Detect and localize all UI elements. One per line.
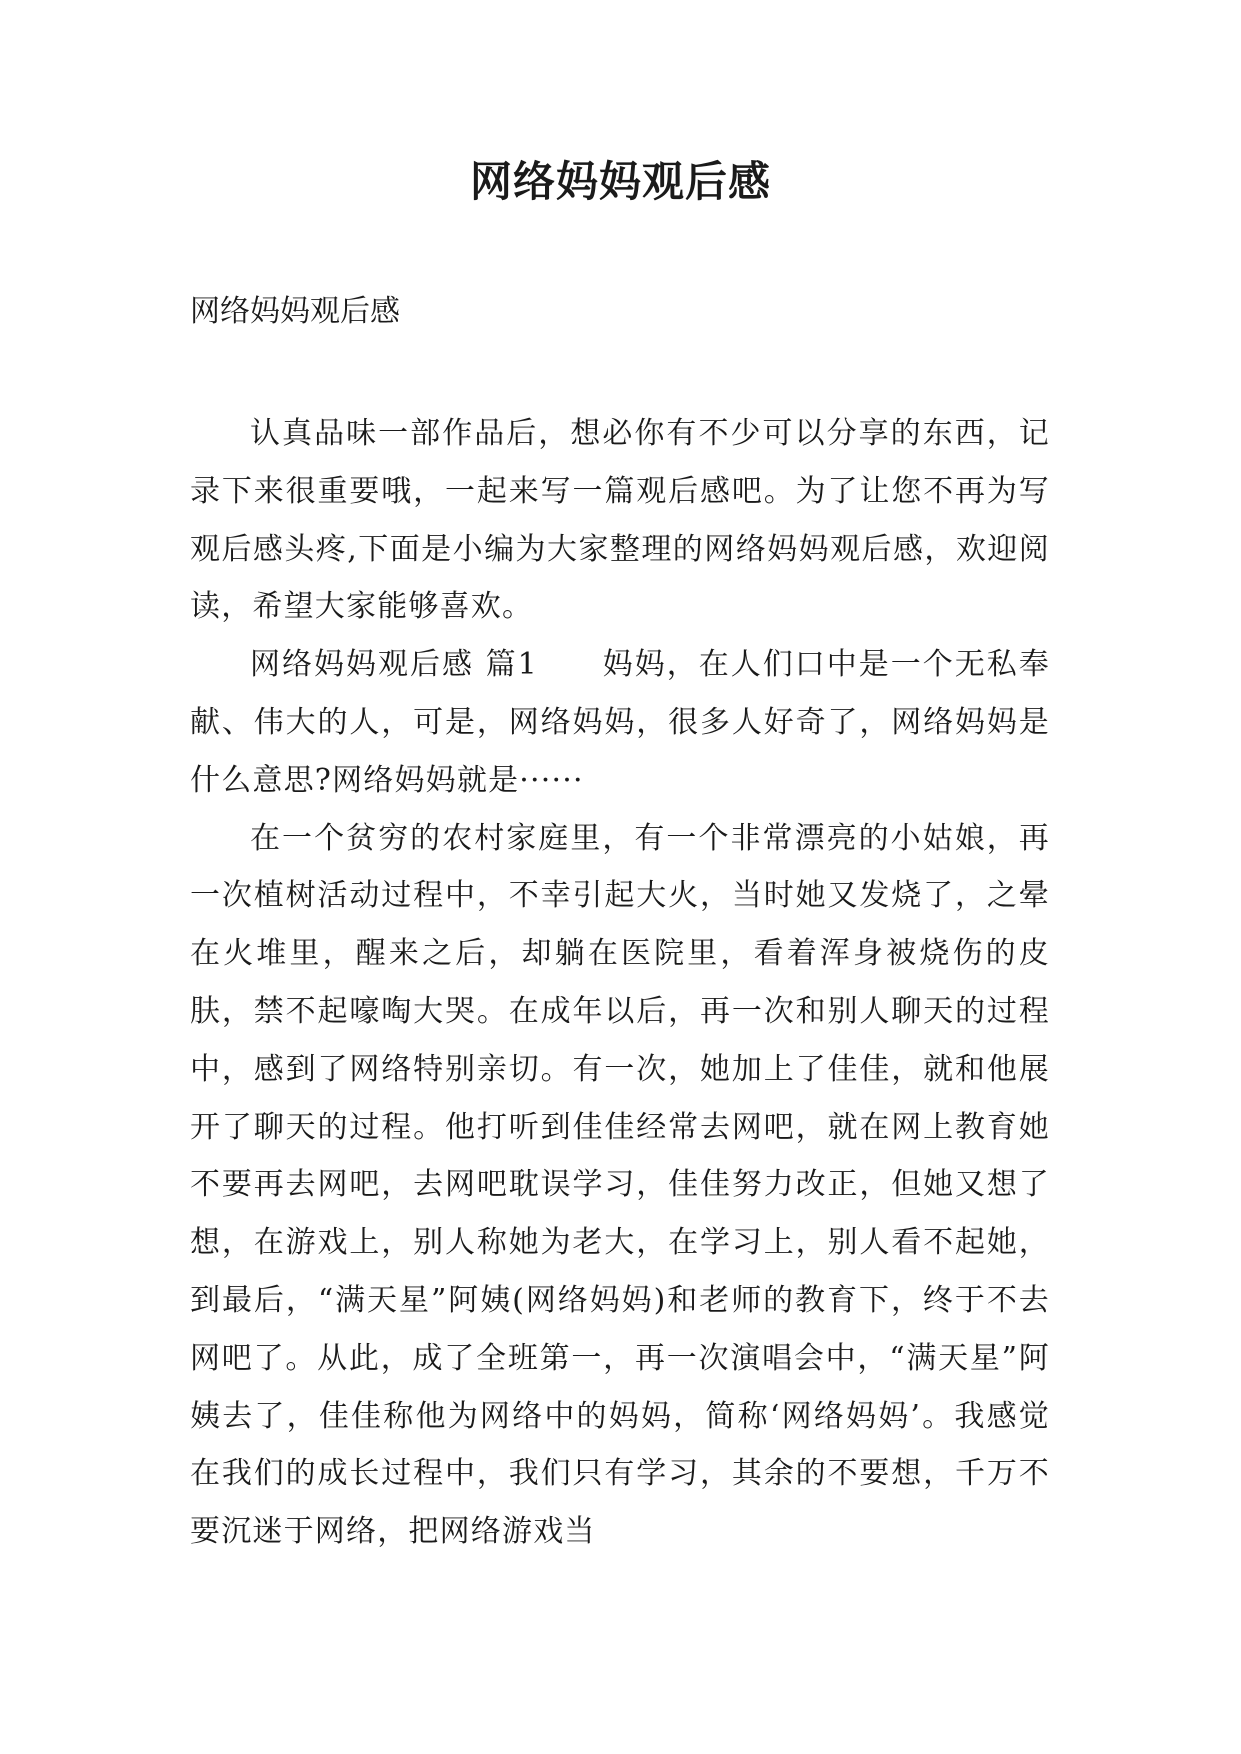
document-body [190,405,1050,1561]
paragraph-part-1: 网络妈妈观后感 篇1 妈妈，在人们口中是一个无私奉献、伟大的人，可是，网络妈妈，很多人好奇了，网络妈妈是什么意思?网络妈妈就是······ [190,647,1050,798]
paragraph-intro: 认真品味一部作品后，想必你有不少可以分享的东西，记录下来很重要哦，一起来写一篇观后感吧。为了让您不再为写观后感头疼,下面是小编为大家整理的网络妈妈观后感，欢迎阅读，希望大家能够喜欢。 [190,416,1050,625]
paragraph-story: 在一个贫穷的农村家庭里，有一个非常漂亮的小姑娘，再一次植树活动过程中，不幸引起大火，当时她又发烧了，之晕在火堆里，醒来之后，却躺在医院里，看着浑身被烧伤的皮肤，禁不起嚎啕大哭。在成年以后，再一次和别人聊天的过程中，感到了网络特别亲切。有一次，她加上了佳佳，就和他展开了聊天的过程。他打听到佳佳经常去网吧，就在网上教育她不要再去网吧，去网吧耽误学习，佳佳努力改正，但她又想了想，在游戏上，别人称她为老大，在学习上，别人看不起她，到最后，“满天星”阿姨(网络妈妈)和老师的教育下，终于不去网吧了。从此，成了全班第一，再一次演唱会中，“满天星”阿姨去了，佳佳称他为网络中的妈妈，简称‘网络妈妈’。我感觉在我们的成长过程中，我们只有学习，其余的不要想，千万不要沉迷于网络，把网络游戏当 [190,820,1050,1550]
document-title: 网络妈妈观后感 [469,157,771,206]
document-subtitle: 网络妈妈观后感 [190,294,400,329]
